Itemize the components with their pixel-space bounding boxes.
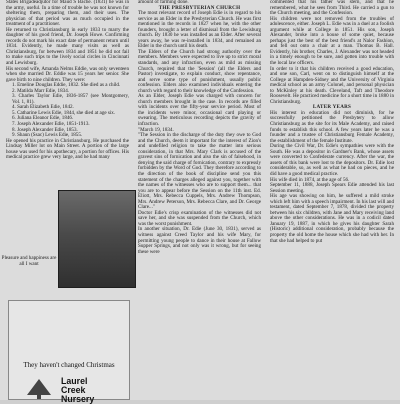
list-item: 1. Emeline Douglas Eddie, 1832. She died as a child. xyxy=(12,82,121,89)
paragraph: In another situation, Dr. Edie (June 30, 1831), served as witness against Creed Taylor and his wife Mary, for permitting young people to dance in their house at Fallow Supper Springs, and not only was it wrong, but for seeing these were xyxy=(138,226,261,255)
list-item: 3. Charles Taylor Edie, 1836-1857 (see Montgomery, Vol. 1, 81). xyxy=(12,93,129,105)
paragraph: States Brigadeadjutor for Maud S Bache. (1831) he was in the army, useful. In a time of trouble he was not known for sheltering them, preparing them, and their uses. The physician of that period was as much occupied in the treatment of a practitioner. xyxy=(6,0,129,28)
paragraph: "March 19, 1834. xyxy=(138,126,174,133)
paragraph: amount of farming done. xyxy=(138,0,189,5)
section-heading: LATER YEARS xyxy=(312,104,352,111)
paragraph: He opened his practice in Christiansburg. He purchased the Lindsay Miller lot on Main Street. A portion of the large house was used for his apothecary, a portion for offices. His medical practice grew very large, and he had many xyxy=(6,137,129,161)
paragraph: As an Elder, Joseph Edie was charged with concern for church members brought in the case. In records are filled with incidents over the fifty-year service period. Most of the incidents were minor, occasional card playing or swearing. The meticulous recording depicts the gravity of infraction. xyxy=(138,93,261,128)
paragraph: His second wife, Amanda Nelms Eddie, was only seventeen when she married Dr. Eddie was 15 years her senior. She gave birth to nine children. They were: xyxy=(6,65,129,83)
paragraph: In order to it that his children received a good education, and one son, Carl, went on to distinguish himself at the College at Hampden-Sidney and the University of Virginia medical school as an army Colonel, and personal physician to McKinley at his death. Cleveland, Taft and Theodore Roosevelt. He practiced medicine for a short time in 1880 in Christiansburg. xyxy=(270,65,394,105)
column-middle xyxy=(138,0,261,400)
paragraph: He returned to Christiansburg in early 1833 to marry the daughter of his good friend, Dr. Joseph Howe. Confirming records do not mark his exact date of permanent return until 1834. Evidently, he made many visits as well as Christiansburg, for between 1834 and 1851 he did not fail to make such trips to the lively social circles in Cincinnati and Lewisburg. xyxy=(6,26,129,67)
paragraph: September 11, 1888, Joseph Spears Edie attended his last Session meeting. xyxy=(270,182,394,194)
paragraph: The Elders of the Church had strong authority over the members. Members were expected to live up to strict moral standards, and any infraction, even as mild as missing Church, required that the 'Session' (all the Elders and Pastor) investigate, to explain conduct, show repentance, and serve some type of punishment, usually public confession. Elders also examined individuals entering the church with regard to their knowledge of the Confession. xyxy=(138,48,261,94)
list-item: 4. Sarah Elizabeth Edie, 1842. xyxy=(12,104,74,111)
paragraph: His children were not removed from the troubles of adolescence, either. Joseph L. Edie was in a duel at a foolish argument while at College in 1851. His son, Joseph Alexander, broke into a house of some quiet, because perhaps just the best of the best friend's at Nalor Fashion, and fell out onto a chair at a man. Thomas B. Hall. Evidently, his brother, Charles, J. Alexander was not headed in a timely enough to be sure, and gotten into trouble with the local law officers. xyxy=(270,15,394,67)
paragraph: Doctor Edie's crisp examination of the witnesses did not save her, and she was suspended from the Church, which was the worst punishment. xyxy=(138,209,261,227)
ad-tagline: They haven't changed Christmas xyxy=(23,361,115,369)
list-item: 6. Juliana Eleanor Edie, 1846. xyxy=(12,115,74,122)
tree-icon xyxy=(19,379,59,399)
ad-name-line: Creek xyxy=(61,385,86,395)
paragraph: His age was showing on him, he suffered a mild stroke which left him with a speech impairment. In his last will and testament, dated September 7, 1878, divided the property between his six children, with Jane and Mary receiving land above the other considerations. He was in a codicil dated January 19, 1887, in which he gives his daughter Sarah (Historic) additional consideration, probably because the property the old home the house which she had with her. In that she had helped to put xyxy=(270,193,394,244)
list-item: 2. Matilda Marr Edie, 1834. xyxy=(12,87,70,94)
paragraph: commented that his father was stern, and that he remembered, what he sees from Third. He carried a gun to the Church meeting, and the Confession. xyxy=(270,0,394,17)
column-right xyxy=(270,0,394,400)
paragraph: His interest in education did not diminish, for he successfully petitioned the Presbytery to allow Christiansburg as the site for its Male Academy, and raised funds to establish this school. A few years later he was a founder and a trustee of Christiansburg Female Academy, the establishment of the female Institute. xyxy=(270,109,394,144)
list-item: 7. Joseph Alexander Edie, 1851-1913. xyxy=(12,121,90,128)
paragraph: "The Session in the discharge of the duty they owe to God and the Church, deem it important for the interest of Zion's and undefiled religion to take the matter into serious consideration, in that Mrs. Mary Clark is accused of the gravest sins of fornication and also the sin of falsehood, in denying the said charge of fornication, contrary to expressly forbidden by the Word of God. They therefore according to the direction of the book of discipline send you this statement of the charges alleged against you, together with the names of the witnesses who are to support them... that you are to appear before the Session on the 11th inst. Ed. Eliott, Mrs. Rebecca Cuppels, Mrs. Andrew Thompson, Mrs. Andrew Peterson, Mrs. Rebecca Clare, and Dr. George Clare..." xyxy=(138,132,261,211)
list-item: 5. Catharine Lewis Edie, 1844, she died at age six. xyxy=(12,109,116,116)
ad-name-line: Laurel xyxy=(61,376,88,386)
ad-name-line: Nursery xyxy=(61,394,95,404)
portrait-photo xyxy=(58,190,136,288)
list-item: 9. Shaun (Ssac) Lewis Edie, 1855. xyxy=(12,132,83,139)
section-heading: THE PRESBYTERIAN CHURCH xyxy=(158,4,241,11)
nursery-advertisement xyxy=(8,300,130,404)
paragraph: During the Civil War, Dr. Edie's sympathies were with the South. He was a depositor in Gardner's Bank, whose assets were converted to Confederate currency. After the war, the assets of this bank were lost to the depositors. Dr. Edie lost considerable, so, as well as what he had on pieces, and he did have a good medical practice. xyxy=(270,143,394,177)
photo-caption: Pleasure and happiness are all I want xyxy=(1,255,57,267)
paragraph: The most relevant record of Joseph Edie is in regard to his service as an Elder in the Presbyterian Church. He was first mentioned in the records in 1827 when he, with the other founders, brought a letter of dismissal from the Lewisburg church. By 1830 he was installed as an Elder. After several years away, he was re-installed in 1834, and remained an Elder in the church until his death. xyxy=(138,10,261,50)
list-item: 8. Joseph Alexander Edie, 1853. xyxy=(12,126,78,133)
paragraph: His wife died in 1874, at the age of 56. xyxy=(270,176,350,183)
children-list xyxy=(6,83,129,138)
